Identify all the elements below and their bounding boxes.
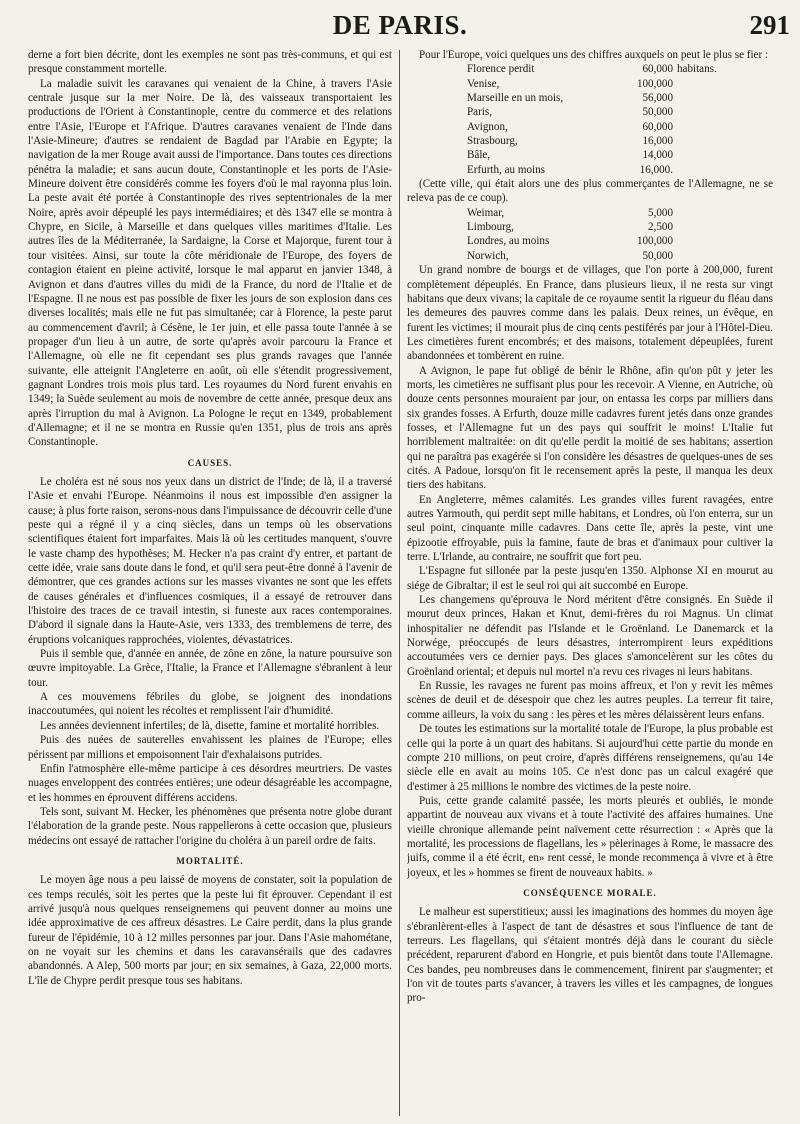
table-row [467,77,717,91]
value-cell: 50,000 [642,249,673,262]
paragraph: Le choléra est né sous nos yeux dans un district de l'Inde; de là, il a traversé l'Asie et envahi l'Europe. Néanmoins il nous est impossible d'en assigner la cause; à plus forte raison, serons-nous dans l'impuissance de découvrir celle d'une peste qui a régné il y a cinq siècles, dans un temps où les observations scientifiques étaient fort imparfaites. Mais là où les certitudes manquent, s'ouvre le vaste champ des hypothèses; M. Hecker n'a pas craint d'y entrer, et partant de cette idée, vraie sans doute dans le fond, et qu'il sera peut-être donné à l'avenir de démontrer, que ces grandes actions sur les masses vivantes ne sont que les effets de causes générales et d'influences cosmiques, il a essayé de retrouver dans l'histoire des traces de ce travail intestin, si funeste aux races contemporaines. D'abord il signale dans la Haute-Asie, vers 1333, des tremblemens de terre, des éruptions volcaniques rapprochées, violentes, dévastatrices. [28,475,392,646]
paragraph: Les changemens qu'éprouva le Nord méritent d'être consignés. En Suède il mourut deux princes, Hakan et Knut, demi-frères du roi Magnus. Un climat inhospitalier ne défendit pas l'Islande et le Groënland. Le Danemarck et la Norwége, préoccupés de leurs désastres, interrompirent leurs expéditions accoutumées vers ce dernier pays. Des glaces s'amoncelèrent sur les côtes du Groënland oriental; et depuis nul mortel n'a revu ces rivages ni leurs habitans. [407,594,773,678]
unit-cell [673,120,717,134]
paragraph: Puis des nuées de sauterelles envahissent les plaines de l'Europe; elles périssent par millions et empoisonnent l'air d'exhalaisons putrides. [28,734,392,761]
value-cell: 100,000 [636,77,673,90]
city-cell: Paris, [467,106,492,119]
paragraph: De toutes les estimations sur la mortalité totale de l'Europe, la plus probable est celle qui la porte à un quart des habitans. Si aujourd'hui cette partie du monde en compte 210 millions, on peut croire, d'après différens renseignemens, qu'au 14e siècle elle en avait au moins 105. Ce n'est donc pas un calcul exagéré que d'estimer à 25 millions le nombre des victimes de la peste noire. [407,723,773,793]
unit-cell [673,91,717,105]
city-cell: Limbourg, [467,221,514,234]
paragraph: Puis il semble que, d'année en année, de zône en zône, la nature poursuive son œuvre impitoyable. La Grèce, l'Italie, la France et l'Allemagne s'ébranlent à leur tour. [28,648,392,689]
paragraph: Le malheur est superstitieux; aussi les imaginations des hommes du moyen âge s'ébranlèrent-elles à l'aspect de tant de désastres et sous l'influence de tant de terreurs. Les flagellans, qui s'étaient montrés déjà dans le courant du siècle précédent, reparurent d'abord en Hongrie, et puis bientôt dans toute l'Allemagne. Ces bandes, peu nombreuses dans le commencement, finirent par s'augmenter; et l'on vit de toutes parts s'avancer, à travers les villes et les campagnes, de longues pro- [407,906,773,1005]
value-cell: 60,000 [642,63,673,76]
city-cell: Erfurth, au moins [467,163,545,176]
paragraph: Les années deviennent infertiles; de là, disette, famine et mortalité horribles. [40,719,380,732]
paragraph: En Angleterre, mêmes calamités. Les grandes villes furent ravagées, entre autres Yarmouth, qui perdit sept mille habitans, et Londres, où l'on enterra, sur un seul point, cinquante mille cadavres. Dans cette île, après la peste, vint une épizootie effroyable, puis la famine, faute de bras et d'animaux pour cultiver la terre. L'Irlande, au contraire, ne souffrit que fort peu. [407,493,773,564]
unit-cell [673,134,717,148]
mortality-table-2 [467,206,673,263]
value-cell: 16,000 [642,135,673,148]
table-row [467,62,717,76]
table-row [467,148,717,162]
value-cell: 100,000 [636,235,673,248]
mortality-table-1 [467,62,717,177]
paragraph: Un grand nombre de bourgs et de villages, que l'on porte à 200,000, furent complètement dépeuplés. En France, dans plusieurs lieux, il ne resta sur vingt habitans que deux vivans; la capitale de ce royaume sentit la rigueur du fléau dans les demeures des pauvres comme dans les palais. Deux reines, un évêque, en furent les victimes; il mourait plus de cinq cents pestiférés par jour à l'Hôtel-Dieu. Les cimetières furent encombrés; et des maisons, totalement dépeuplées, furent abandonnées et tombèrent en ruine. [407,264,773,363]
table-row [467,220,673,234]
right-column [407,48,773,1116]
city-cell: Londres, au moins [467,235,550,248]
paragraph: La maladie suivit les caravanes qui venaient de la Chine, à travers l'Asie centrale jusque sur la mer Noire. De là, des vaisseaux transportaient les productions de l'Orient à Constantinople, centre du commerce et des relations entre l'Asie, l'Europe et l'Afrique. D'autres caravanes venaient de l'Inde dans l'Asie-Mineure; d'autres se rendaient de Bagdad par l'Arabie en Egypte; la navigation de la mer Rouge avait aussi de l'importance. Dans toutes ces directions pénétra la maladie; et sans aucun doute, Constantinople et les ports de l'Asie-Mineure doivent être considérés comme les foyers d'où le mal rayonna plus loin. La peste avait été portée à Constantinople des rives septentrionales de la mer Noire, après avoir dépeuplé les pays intermédiaires; et dès 1347 elle se montra à Chypre, en Sicile, à Marseille et dans quelques villes maritimes d'Italie. Les autres îles de la Méditerranée, la Sardaigne, la Corse et Majorque, furent tour à tour visitées. Ainsi, sur toute la côte méridionale de l'Europe, des foyers de contagion étaient en pleine activité, lorsque le mal apparut en janvier 1348, à Avignon et dans d'autres villes du midi de la France, du nord de l'Italie et de l'Espagne. Il ne nous est pas possible de fixer les jours de son explosion dans ces diverses localités; mais elle ne fut pas simultanée; car à Florence, la peste parut au commencement d'avril; à Césène, le 1er juin, et elle passa toute l'année à se propager d'un lieu à un autre, de sorte qu'après avoir parcouru la France et l'Allemagne, où elle ne fit cependant ses plus grands ravages que l'année suivante, elle atteignit l'Angleterre en août, où elle s'étendit progressivement, gagnant Londres trois mois plus tard. Les royaumes du Nord furent envahis en 1349; la Suède seulement au mois de novembre de cette année, presque deux ans après l'irruption du mal à Avignon. La Pologne le reçut en 1349, probablement d'Allemagne; et il ne se montra en Russie qu'en 1351, plus de trois ans après Constantinople. [28,77,392,449]
section-heading-causes: CAUSES. [187,457,233,468]
table-row [467,91,717,105]
table-row [467,163,717,177]
city-cell: Avignon, [467,120,508,133]
section-heading-consequence: CONSÉQUENCE MORALE. [523,887,657,898]
city-cell: Strasbourg, [467,135,518,148]
city-cell: Bâle, [467,149,491,162]
section-heading-mortalite: MORTALITÉ. [176,855,244,866]
value-cell: 2,500 [648,221,673,234]
unit-cell [673,148,717,162]
city-cell: Norwich, [467,249,509,262]
running-title: DE PARIS. [332,10,468,40]
table-row [467,234,673,248]
table-row [467,105,717,119]
city-cell: Weimar, [467,206,505,219]
table-note: (Cette ville, qui était alors une des plus commerçantes de l'Allemagne, ne se releva pas de ce coup). [407,178,773,205]
table-row [467,134,717,148]
unit-cell: habitans. [677,63,717,76]
unit-cell [673,105,717,119]
value-cell: 50,000 [642,106,673,119]
city-cell: Florence perdit [467,63,535,76]
value-cell: 16,000. [639,163,673,176]
left-column [28,48,392,1116]
page-number: 291 [749,10,790,40]
table-row [467,249,673,263]
paragraph: Le moyen âge nous a peu laissé de moyens de constater, soit la population de ces temps reculés, soit les pertes que la peste lui fit éprouver. Cependant il est arrivé jusqu'à nous quelques renseignemens qui peuvent donner au moins une idée approximative de ces affreux désastres. Le Caire perdit, dans la plus grande fureur de l'épidémie, 10 à 12 milles personnes par jour. Dans l'Asie mahométane, on ne voyait sur les chemins et dans les caravansérails que des cadavres abandonnés. A Alep, 500 morts par jour; en six semaines, à Gaza, 22,000 morts. L'île de Chypre perdit presque tous ses habitans. [28,874,392,987]
value-cell: 56,000 [642,92,673,105]
value-cell: 14,000 [642,149,673,162]
paragraph: L'Espagne fut sillonée par la peste jusqu'en 1350. Alphonse XI en mourut au siége de Gibraltar; il est le seul roi qui ait succombé en Europe. [407,565,773,592]
unit-cell [673,163,717,177]
city-cell: Marseille en un mois, [467,92,564,105]
paragraph: Enfin l'atmosphère elle-même participe à ces désordres meurtriers. De vastes nuages enveloppent des contrées entières; une odeur désagréable les accompagne, et les hommes en éprouvent différens accidens. [28,762,392,804]
paragraph: A ces mouvemens fébriles du globe, se joignent des inondations inaccoutumées, qui noient les récoltes et remplissent l'air d'humidité. [28,691,392,718]
page-header [0,0,800,48]
table-row [467,206,673,220]
paragraph: A Avignon, le pape fut obligé de bénir le Rhône, afin qu'on pût y jeter les morts, les cimetières ne suffisant plus pour les recevoir. A Vienne, en Autriche, où douze cents personnes mouraient par jour, on entassa les corps par milliers dans six grandes fosses. A Erfurth, douze mille cadavres furent jetés dans onze grandes fosses, et l'Allemagne fut un des pays qui souffrit le moins! L'Italie fut horriblement maltraitée: on dit qu'elle perdit la moitié de ses habitans; assertion qui ne paraîtra pas exagérée si l'on considère les désastres de quelques-unes de ses cités. A Padoue, lorsqu'on fit le recensement après la peste, il manqua les deux tiers des habitans. [407,364,773,492]
value-cell: 60,000 [642,120,673,133]
paragraph: Pour l'Europe, voici quelques uns des chiffres auxquels on peut le plus se fier : [419,49,769,61]
value-cell: 5,000 [648,206,673,219]
table-row [467,120,717,134]
city-cell: Venise, [467,77,500,90]
unit-cell [673,77,717,91]
column-divider [399,50,400,1116]
paragraph: Puis, cette grande calamité passée, les morts pleurés et oubliés, le monde appartint de nouveau aux vivans et à toute l'activité des affaires humaines. Une vieille chronique allemande peint naïvement cette résurrection : « Après que la mortalité, les processions de flagellans, les » pèlerinages à Rome, le massacre des juifs, comme il a été écrit, en» rent cessé, le monde recommença à vivre et à être joyeux, et les » hommes se firent de nouveaux habits. » [407,794,773,879]
paragraph: En Russie, les ravages ne furent pas moins affreux, et l'on y revit les mêmes scènes de deuil et de désespoir que chez les autres peuples. La terreur fit taire, comme ailleurs, la voix du sang : les pères et les mères délaissèrent leurs enfans. [407,680,773,721]
paragraph: Tels sont, suivant M. Hecker, les phénomènes que présenta notre globe durant l'élaboration de la grande peste. Nous rappellerons à cette occasion que, plusieurs médecins ont essayé de rattacher l'origine du choléra à un pareil ordre de faits. [28,805,392,847]
paragraph: derne a fort bien décrite, dont les exemples ne sont pas très-communs, et qui est presque constamment mortelle. [28,49,392,76]
